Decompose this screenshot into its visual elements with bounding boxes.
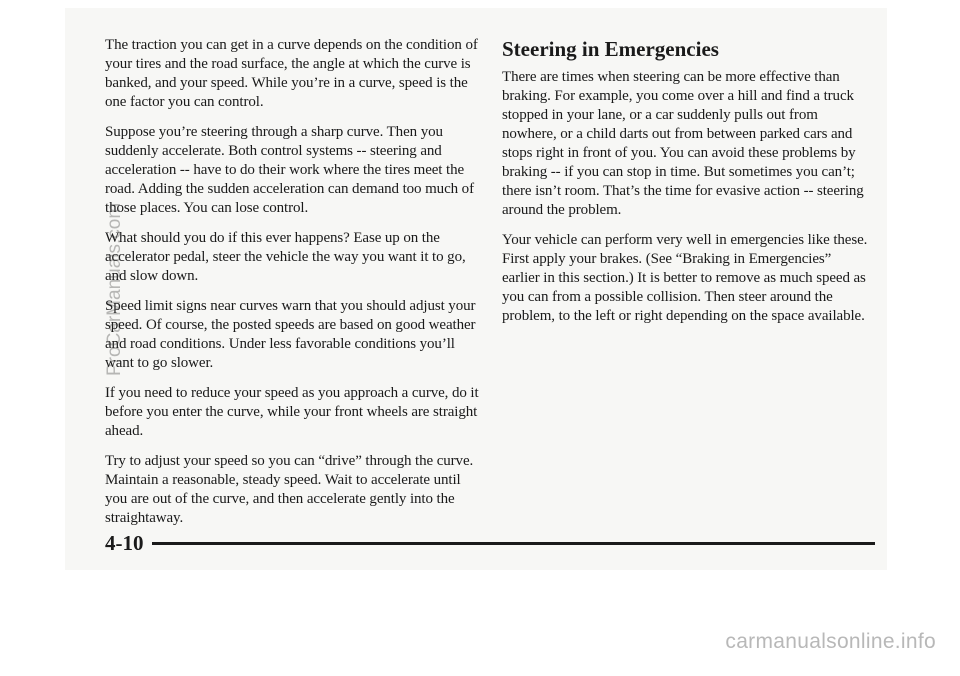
page-number: 4-10 (105, 531, 144, 555)
paragraph-adjust-speed: Try to adjust your speed so you can “drive” through the curve. Maintain a reasonable, steady speed. Wait to accelerate until you are out of the curve, and then accelerate gently into the straightaway. (105, 453, 474, 526)
site-watermark: carmanualsonline.info (725, 630, 936, 653)
paragraph-curve-traction: The traction you can get in a curve depends on the condition of your tires and the road surface, the angle at which the curve is banked, and your speed. While you’re in a curve, speed is the one factor you can control. (105, 37, 478, 110)
section-heading: Steering in Emergencies (502, 37, 719, 61)
paragraph-reduce-speed: If you need to reduce your speed as you approach a curve, do it before you enter the curve, while your front wheels are straight ahead. (105, 385, 479, 439)
paragraph-sharp-curve: Suppose you’re steering through a sharp curve. Then you suddenly accelerate. Both control systems -- steering and acceleration -- have to do their work where the tires meet the road. Adding the sudden acceleration can demand too much of those places. You can lose control. (105, 124, 474, 216)
paragraph-speed-signs: Speed limit signs near curves warn that you should adjust your speed. Of course, the posted speeds are based on good weather and road conditions. Under less favorable conditions you’ll want to go slower. (105, 298, 476, 371)
page-footer (105, 531, 875, 556)
footer-rule (152, 542, 876, 545)
manual-page (65, 8, 887, 570)
paragraph-what-to-do: What should you do if this ever happens? Ease up on the accelerator pedal, steer the vehicle the way you want it to go, and slow down. (105, 230, 466, 284)
left-column (105, 36, 485, 539)
side-watermark: ProCarManuals.com (104, 202, 125, 376)
paragraph-vehicle-performance: Your vehicle can perform very well in emergencies like these. First apply your brakes. (See “Braking in Emergencies” earlier in this section.) It is better to remove as much speed as you can from a possible collision. Then steer around the problem, to the left or right depending on the space available. (502, 232, 868, 324)
right-column (502, 36, 872, 337)
paragraph-steering-effective: There are times when steering can be more effective than braking. For example, you come over a hill and find a truck stopped in your lane, or a car suddenly pulls out from nowhere, or a child darts out from between parked cars and stops right in front of you. You can avoid these problems by braking -- if you can stop in time. But sometimes you can’t; there isn’t room. That’s the time for evasive action -- steering around the problem. (502, 69, 864, 218)
